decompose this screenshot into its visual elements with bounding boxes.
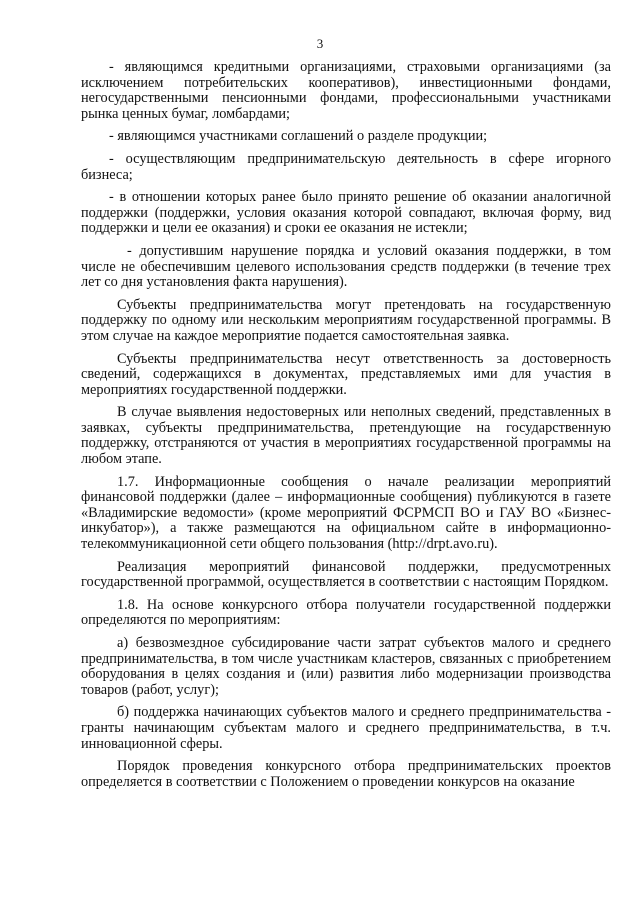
list-item: - допустившим нарушение порядка и условий оказания поддержки, в том числе не обеспечившим целевого использования средств поддержки (в течение трех лет со дня установления факта нарушения). <box>81 242 611 291</box>
document-body <box>81 60 611 797</box>
paragraph: Субъекты предпринимательства несут ответственность за достоверность сведений, содержащихся в документах, представляемых ими для участия в мероприятиях государственной поддержки. <box>81 350 611 398</box>
list-item: - осуществляющим предпринимательскую деятельность в сфере игорного бизнеса; <box>81 150 611 183</box>
paragraph: Порядок проведения конкурсного отбора предпринимательских проектов определяется в соответствии с Положением о проведении конкурсов на оказание <box>81 758 611 790</box>
section-paragraph: 1.8. На основе конкурсного отбора получатели государственной поддержки определяются по мероприятиям: <box>81 596 611 629</box>
list-item: - в отношении которых ранее было принято решение об оказании аналогичной поддержки (поддержки, условия оказания которой совпадают, включая форму, вид поддержки и цели ее оказания) и сроки ее оказания не истекли; <box>81 189 611 237</box>
list-item: б) поддержка начинающих субъектов малого и среднего предпринимательства - гранты начинающим субъектам малого и среднего предпринимательства, в т.ч. инновационной сферы. <box>81 704 611 752</box>
list-item: - являющимся участниками соглашений о разделе продукции; <box>109 128 488 145</box>
page-number: 3 <box>316 36 324 51</box>
list-item: а) безвозмездное субсидирование части затрат субъектов малого и среднего предпринимательства, в том числе участникам кластеров, связанных с приобретением оборудования в целях создания и (или) развития либо модернизации производства товаров (работ, услуг); <box>81 635 611 698</box>
section-paragraph: 1.7. Информационные сообщения о начале реализации мероприятий финансовой поддержки (далее – информационные сообщения) публикуются в газете «Владимирские ведомости» (кроме мероприятий ФСРМСП ВО и ГАУ ВО «Бизнес-инкубатор»), а также размещаются на официальном сайте в информационно-телекоммуникационной сети общего пользования (http://drpt.avo.ru). <box>81 473 611 553</box>
list-item: - являющимся кредитными организациями, страховыми организациями (за исключением потребительских кооперативов), инвестиционными фондами, негосударственными пенсионными фондами, профессиональными участниками рынка ценных бумаг, ломбардами; <box>81 59 611 122</box>
paragraph: В случае выявления недостоверных или неполных сведений, представленных в заявках, субъекты предпринимательства, претендующие на государственную поддержку, отстраняются от участия в мероприятиях государственной программы на любом этапе. <box>81 404 611 468</box>
paragraph: Реализация мероприятий финансовой поддержки, предусмотренных государственной программой, осуществляется в соответствии с настоящим Порядком. <box>81 558 611 591</box>
paragraph: Субъекты предпринимательства могут претендовать на государственную поддержку по одному или нескольким мероприятиям государственной программы. В этом случае на каждое мероприятие подается самостоятельная заявка. <box>81 296 611 344</box>
